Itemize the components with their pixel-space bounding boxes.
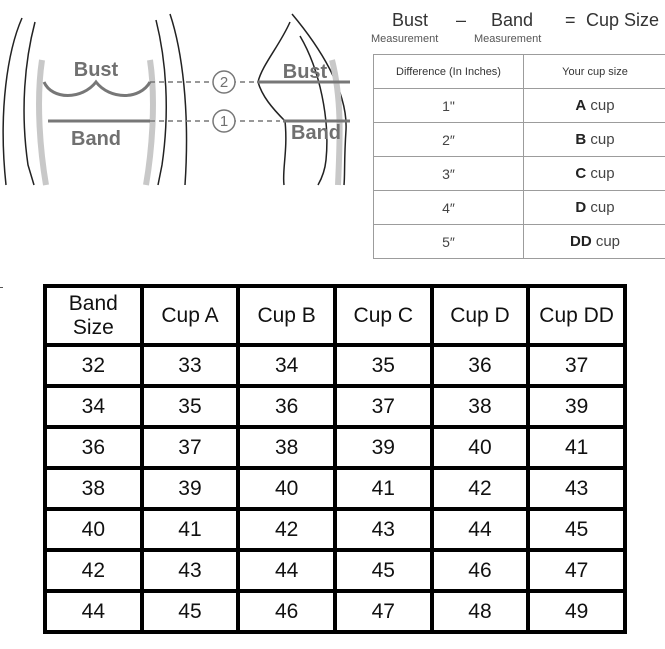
cup-b-cell: 38 (238, 427, 335, 468)
measurement-illustration (0, 0, 365, 200)
difference-cell: 3″ (374, 157, 524, 191)
formula-band: Band (491, 10, 534, 30)
table-row (45, 427, 625, 468)
cup-dd-cell: 37 (528, 345, 625, 386)
cup-dd-cell: 43 (528, 468, 625, 509)
cup-suffix: cup (595, 233, 621, 250)
cup-d-cell: 36 (432, 345, 529, 386)
band-size-cell: 36 (45, 427, 142, 468)
cup-c-cell: 43 (335, 509, 432, 550)
formula-bust-sub: Measurement (371, 33, 439, 45)
header-cup-b: Cup B (238, 286, 335, 345)
cup-table-row (374, 123, 665, 157)
cup-c-cell: 35 (335, 345, 432, 386)
cup-a-cell: 35 (142, 386, 239, 427)
band-marker-number: 1 (219, 113, 229, 130)
cup-difference-table (373, 54, 665, 259)
cup-a-cell: 37 (142, 427, 239, 468)
cup-letter: A (575, 97, 587, 114)
table-row (45, 550, 625, 591)
cup-d-cell: 46 (432, 550, 529, 591)
front-right-arm-inner (156, 20, 166, 185)
front-left-arm (3, 18, 22, 185)
size-table-header-row (45, 286, 625, 345)
formula-minus: – (456, 10, 467, 30)
cup-dd-cell: 45 (528, 509, 625, 550)
cup-table-row (374, 225, 665, 259)
band-size-cell: 40 (45, 509, 142, 550)
cup-suffix: cup (590, 97, 615, 114)
header-cup-d: Cup D (432, 286, 529, 345)
cup-b-cell: 40 (238, 468, 335, 509)
cup-c-cell: 41 (335, 468, 432, 509)
bust-marker-number: 2 (219, 74, 229, 91)
cup-dd-cell: 41 (528, 427, 625, 468)
cup-dd-cell: 47 (528, 550, 625, 591)
margin-tick (0, 287, 3, 288)
cup-b-cell: 42 (238, 509, 335, 550)
cup-a-cell: 41 (142, 509, 239, 550)
formula-band-sub: Measurement (474, 33, 542, 45)
cup-b-cell: 46 (238, 591, 335, 632)
band-size-cell: 42 (45, 550, 142, 591)
side-bust-label: Bust (282, 61, 328, 83)
cup-cell (524, 225, 665, 259)
difference-cell: 1" (374, 89, 524, 123)
side-arm (300, 36, 327, 185)
cup-suffix: cup (590, 199, 615, 216)
cup-letter: B (575, 131, 587, 148)
front-torso-shade-left (39, 60, 46, 185)
cup-a-cell: 33 (142, 345, 239, 386)
front-right-arm (170, 14, 187, 185)
cup-c-cell: 37 (335, 386, 432, 427)
header-cup-a: Cup A (142, 286, 239, 345)
cup-d-cell: 42 (432, 468, 529, 509)
cup-d-cell: 38 (432, 386, 529, 427)
cup-d-cell: 48 (432, 591, 529, 632)
cup-table-row (374, 191, 665, 225)
cup-cell (524, 191, 665, 225)
cup-c-cell: 39 (335, 427, 432, 468)
cup-a-cell: 39 (142, 468, 239, 509)
cup-letter: DD (569, 233, 592, 250)
band-size-cell: 34 (45, 386, 142, 427)
cup-suffix: cup (590, 165, 615, 182)
front-band-label: Band (71, 128, 121, 150)
side-band-label: Band (291, 122, 341, 144)
difference-cell: 4″ (374, 191, 524, 225)
header-cup-dd: Cup DD (528, 286, 625, 345)
cup-letter: C (575, 165, 587, 182)
header-band-size: Band Size (45, 286, 142, 345)
cup-c-cell: 45 (335, 550, 432, 591)
cup-cell (524, 123, 665, 157)
table-row (45, 345, 625, 386)
side-body-front (258, 22, 290, 185)
band-size-cell: 32 (45, 345, 142, 386)
bra-size-chart (43, 284, 627, 634)
cup-dd-cell: 49 (528, 591, 625, 632)
cup-b-cell: 44 (238, 550, 335, 591)
table-row (45, 591, 625, 632)
formula-equals: = (565, 10, 576, 30)
cup-table-header-row (374, 55, 665, 89)
cup-table-row (374, 89, 665, 123)
cup-a-cell: 45 (142, 591, 239, 632)
front-left-arm-inner (24, 22, 35, 185)
band-size-cell: 38 (45, 468, 142, 509)
front-bust-label: Bust (73, 59, 119, 81)
cup-b-cell: 34 (238, 345, 335, 386)
cup-d-cell: 44 (432, 509, 529, 550)
header-cup-c: Cup C (335, 286, 432, 345)
table-row (45, 386, 625, 427)
formula-result: Cup Size (586, 10, 660, 30)
cup-table-row (374, 157, 665, 191)
cup-c-cell: 47 (335, 591, 432, 632)
cup-b-cell: 36 (238, 386, 335, 427)
cup-suffix: cup (590, 131, 615, 148)
cup-cell (524, 89, 665, 123)
front-bust-curve (44, 82, 150, 96)
difference-cell: 2″ (374, 123, 524, 157)
cup-cell (524, 157, 665, 191)
cup-dd-cell: 39 (528, 386, 625, 427)
cup-a-cell: 43 (142, 550, 239, 591)
cup-letter: D (575, 199, 587, 216)
table-row (45, 468, 625, 509)
cup-d-cell: 40 (432, 427, 529, 468)
cup-table-header-cup: Your cup size (524, 55, 665, 89)
band-size-cell: 44 (45, 591, 142, 632)
difference-cell: 5″ (374, 225, 524, 259)
cup-table-header-difference: Difference (In Inches) (374, 55, 524, 89)
cup-size-formula (370, 8, 665, 50)
table-row (45, 509, 625, 550)
formula-bust: Bust (392, 10, 429, 30)
